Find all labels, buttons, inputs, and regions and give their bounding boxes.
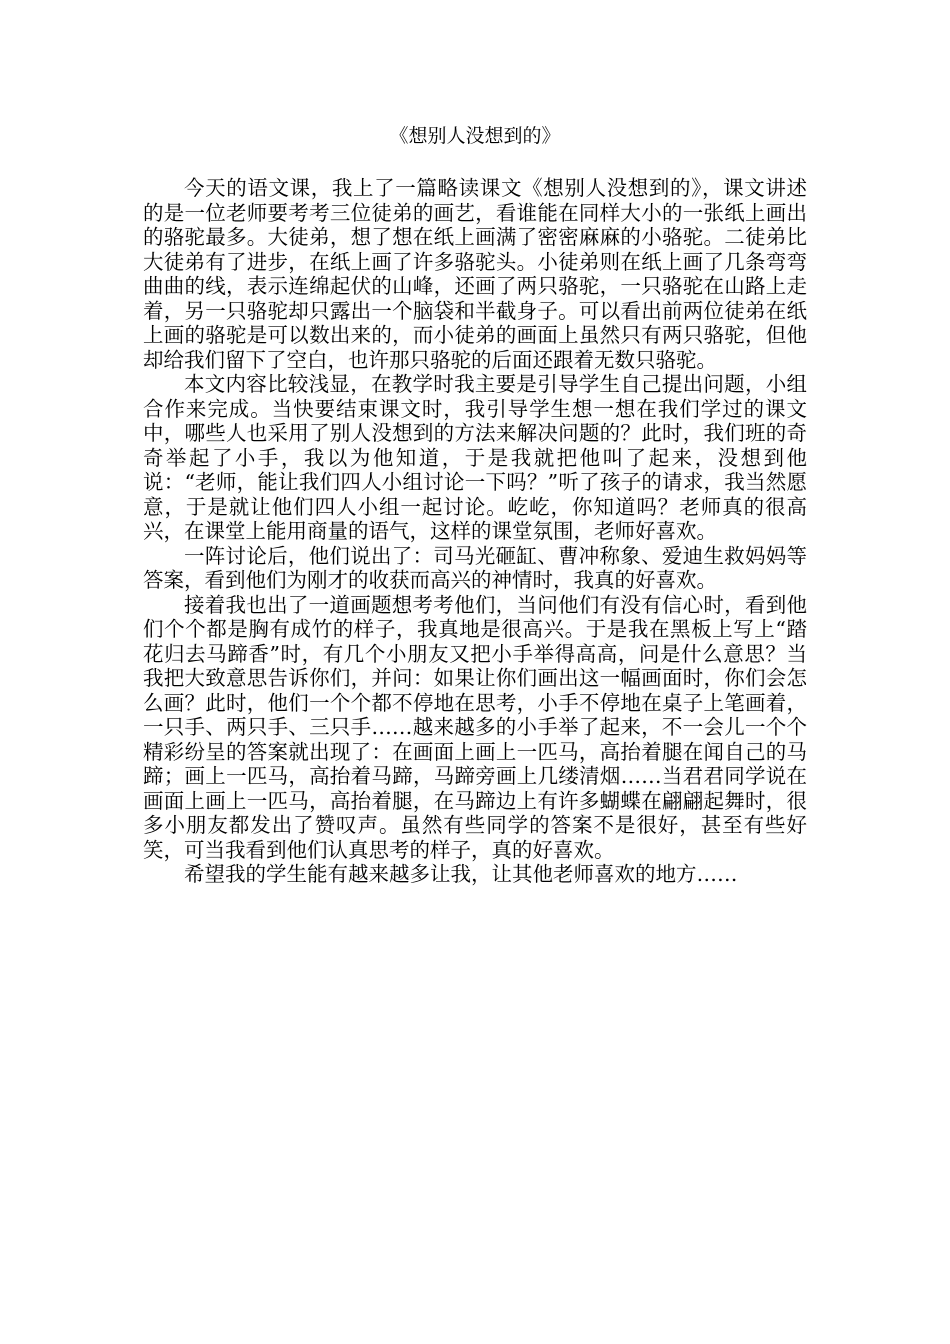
paragraph: 接着我也出了一道画题想考考他们，当问他们有没有信心时，看到他们个个都是胸有成竹的样子，我真地是很高兴。于是我在黑板上写上“踏花归去马蹄香”时，有几个小朋友又把小手举得高高，问是什么意思？当我把大致意思告诉你们，并问：如果让你们画出这一幅画面时，你们会怎么画？此时，他们一个个都不停地在思考，小手不停地在桌子上笔画着，一只手、两只手、三只手……越来越多的小手举了起来，不一会儿一个个精彩纷呈的答案就出现了：在画面上画上一匹马，高抬着腿在闻自己的马蹄；画上一匹马，高抬着马蹄，马蹄旁画上几缕清烟……当君君同学说在画面上画上一匹马，高抬着腿，在马蹄边上有许多蝴蝶在翩翩起舞时，很多小朋友都发出了赞叹声。虽然有些同学的答案不是很好，甚至有些好笑，可当我看到他们认真思考的样子，真的好喜欢。 (143, 592, 807, 862)
paragraph: 希望我的学生能有越来越多让我，让其他老师喜欢的地方…… (184, 862, 738, 886)
paragraph: 一阵讨论后，他们说出了：司马光砸缸、曹冲称象、爱迪生救妈妈等答案，看到他们为刚才的收获而高兴的神情时，我真的好喜欢。 (143, 543, 807, 592)
paragraph: 今天的语文课，我上了一篇略读课文《想别人没想到的》，课文讲述的是一位老师要考考三位徒弟的画艺，看谁能在同样大小的一张纸上画出的骆驼最多。大徒弟，想了想在纸上画满了密密麻麻的小骆驼。二徒弟比大徒弟有了进步，在纸上画了许多骆驼头。小徒弟则在纸上画了几条弯弯曲曲的线，表示连绵起伏的山峰，还画了两只骆驼，一只骆驼在山路上走着，另一只骆驼却只露出一个脑袋和半截身子。可以看出前两位徒弟在纸上画的骆驼是可以数出来的，而小徒弟的画面上虽然只有两只骆驼，但他却给我们留下了空白，也许那只骆驼的后面还跟着无数只骆驼。 (143, 176, 807, 372)
document-title: 《想别人没想到的》 (389, 125, 561, 147)
paragraph: 本文内容比较浅显，在教学时我主要是引导学生自己提出问题，小组合作来完成。当快要结束课文时，我引导学生想一想在我们学过的课文中，哪些人也采用了别人没想到的方法来解决问题的？此时，我们班的奇奇举起了小手，我以为他知道，于是我就把他叫了起来，没想到他说：“老师，能让我们四人小组讨论一下吗？”听了孩子的请求，我当然愿意，于是就让他们四人小组一起讨论。屹屹，你知道吗？老师真的很高兴，在课堂上能用商量的语气，这样的课堂氛围，老师好喜欢。 (143, 372, 807, 543)
document-body (143, 176, 807, 887)
